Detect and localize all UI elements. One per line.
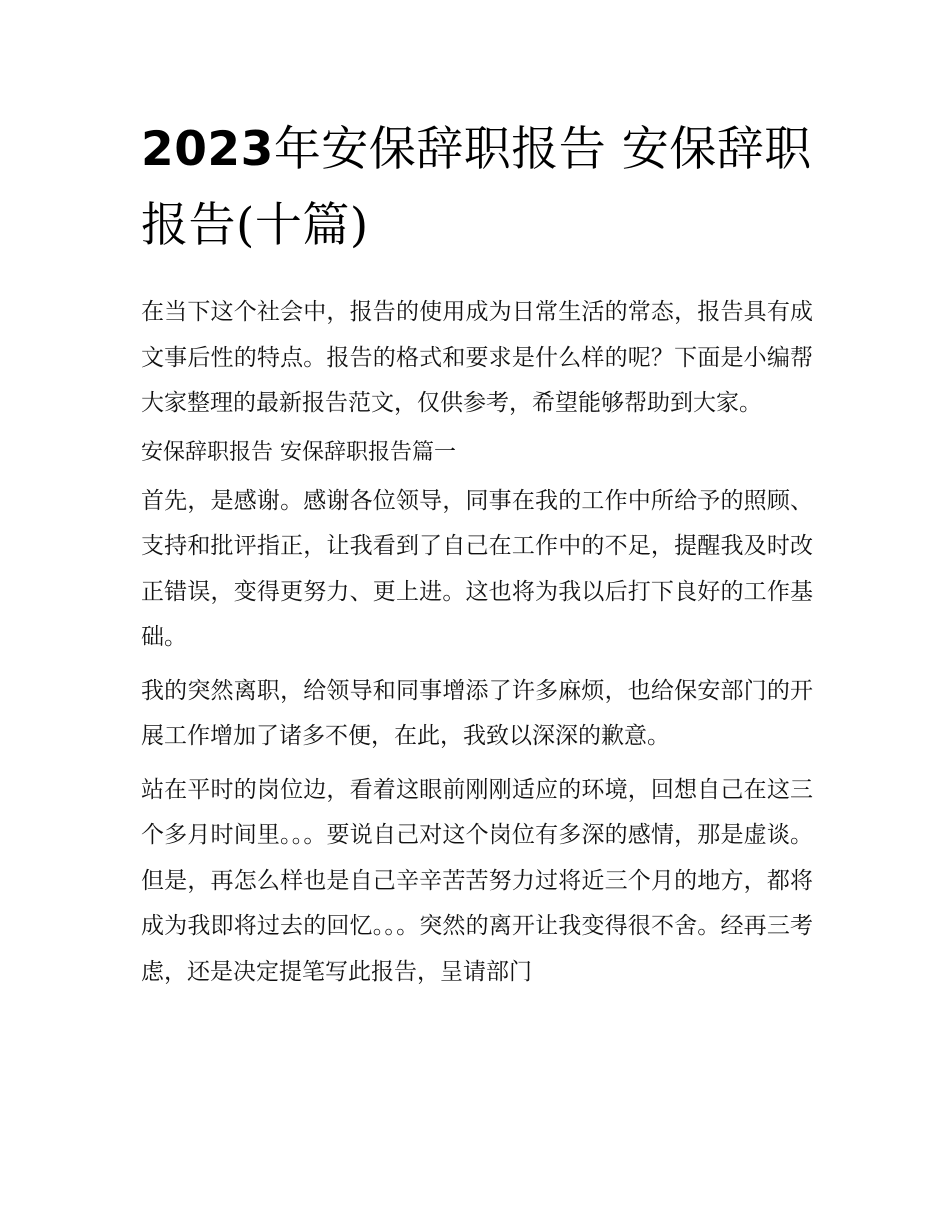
body-paragraph: 站在平时的岗位边，看着这眼前刚刚适应的环境，回想自己在这三个多月时间里。。。要说自己对这个岗位有多深的感情，那是虚谈。但是，再怎么样也是自己辛辛苦苦努力过将近三个月的地方，都将成为我即将过去的回忆。。。突然的离开让我变得很不舍。经再三考虑，还是决定提笔写此报告，呈请部门 (141, 776, 813, 985)
title-text: 年安保辞职报告 安保辞职报告(十篇) (141, 122, 812, 253)
body-paragraph: 我的突然离职，给领导和同事增添了许多麻烦，也给保安部门的开展工作增加了诸多不便，在此，我致以深深的歉意。 (141, 677, 813, 749)
title-year: 2023 (141, 122, 274, 177)
intro-paragraph: 在当下这个社会中，报告的使用成为日常生活的常态，报告具有成文事后性的特点。报告的格式和要求是什么样的呢？下面是小编帮大家整理的最新报告范文，仅供参考，希望能够帮助到大家。 (141, 299, 813, 416)
document-content (141, 112, 813, 1003)
document-title (141, 112, 813, 264)
section-heading: 安保辞职报告 安保辞职报告篇一 (141, 439, 456, 465)
body-paragraph: 首先，是感谢。感谢各位领导，同事在我的工作中所给予的照顾、支持和批评指正，让我看到了自己在工作中的不足，提醒我及时改正错误，变得更努力、更上进。这也将为我以后打下良好的工作基础。 (141, 487, 813, 650)
